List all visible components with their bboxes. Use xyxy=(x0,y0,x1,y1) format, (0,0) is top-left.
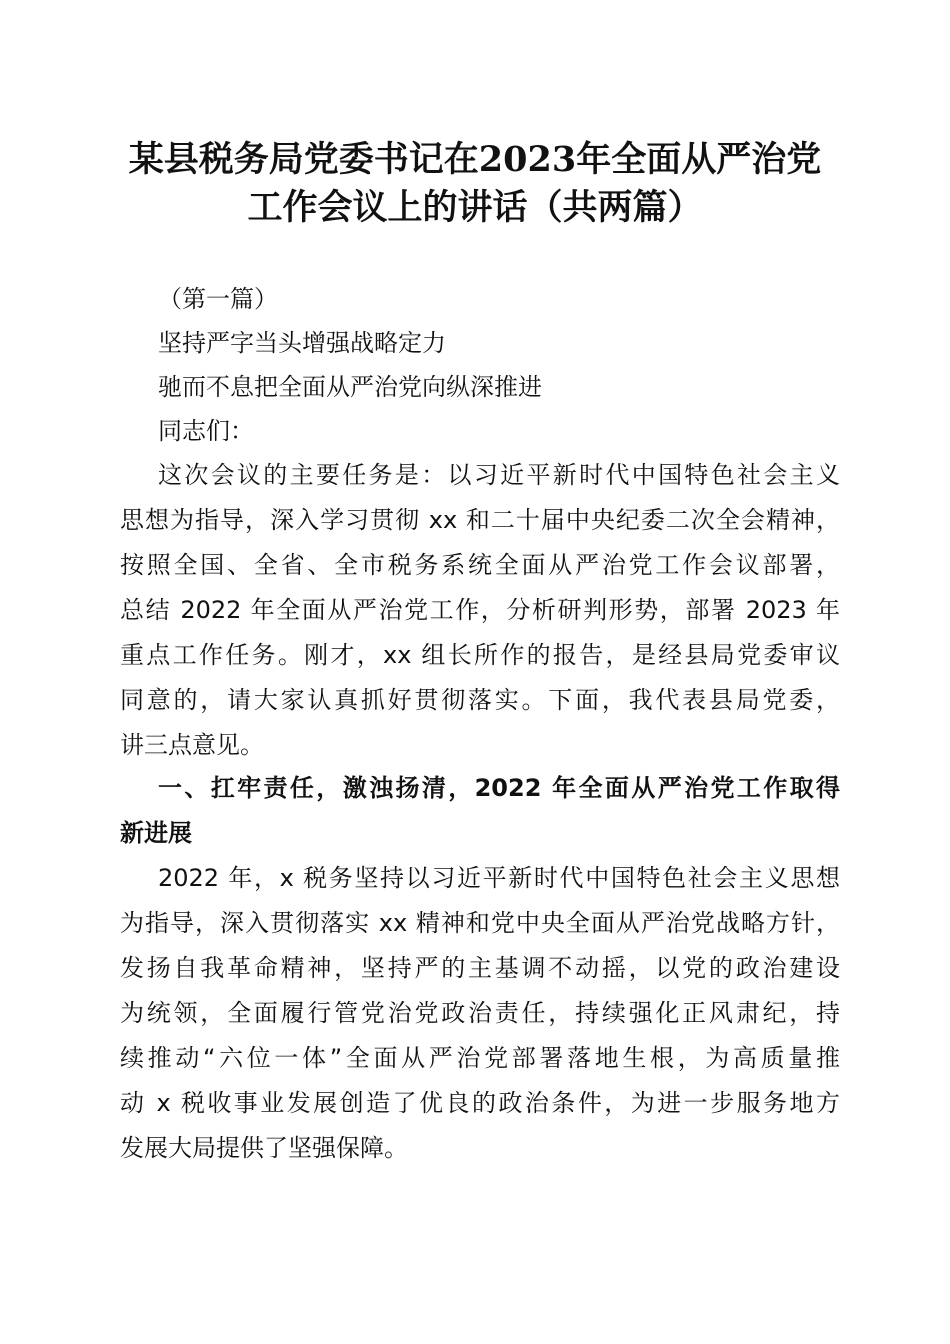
paragraph-2-line: 动 x 税收事业发展创造了优良的政治条件，为进一步服务地方 xyxy=(120,1089,840,1117)
paragraph-1-line: 同意的，请大家认真抓好贯彻落实。下面，我代表县局党委， xyxy=(120,686,840,714)
paragraph-1-line: 按照全国、全省、全市税务系统全面从严治党工作会议部署， xyxy=(120,551,840,579)
paragraph-1-line: 总结 2022 年全面从严治党工作，分析研判形势，部署 2023 年 xyxy=(120,596,840,624)
document-title-line-1: 某县税务局党委书记在2023年全面从严治党 xyxy=(128,139,822,180)
paragraph-2-line: 为指导，深入贯彻落实 xx 精神和党中央全面从严治党战略方针， xyxy=(120,909,840,937)
document-title-line-2: 工作会议上的讲话（共两篇） xyxy=(247,187,703,228)
paragraph-2-line: 发扬自我革命精神，坚持严的主基调不动摇，以党的政治建设 xyxy=(120,954,840,982)
paragraph-2-line: 续推动“六位一体”全面从严治党部署落地生根，为高质量推 xyxy=(120,1044,840,1072)
paragraph-1-line: 思想为指导，深入学习贯彻 xx 和二十届中央纪委二次全会精神， xyxy=(120,506,840,534)
subtitle-line-1: 坚持严字当头增强战略定力 xyxy=(158,329,446,357)
paragraph-1-line: 重点工作任务。刚才，xx 组长所作的报告，是经县局党委审议 xyxy=(120,641,840,669)
section-heading-line-1: 一、扛牢责任，激浊扬清，2022 年全面从严治党工作取得 xyxy=(158,774,840,802)
salutation: 同志们： xyxy=(158,417,254,445)
paragraph-2-line: 2022 年，x 税务坚持以习近平新时代中国特色社会主义思想 xyxy=(158,864,840,892)
paragraph-2-line: 发展大局提供了坚强保障。 xyxy=(120,1134,408,1162)
paragraph-1-line: 讲三点意见。 xyxy=(120,731,264,759)
subtitle-line-2: 驰而不息把全面从严治党向纵深推进 xyxy=(158,373,542,401)
part-label: （第一篇） xyxy=(158,285,278,313)
section-heading-line-2: 新进展 xyxy=(120,819,192,847)
paragraph-2-line: 为统领，全面履行管党治党政治责任，持续强化正风肃纪，持 xyxy=(120,999,840,1027)
paragraph-1-line: 这次会议的主要任务是：以习近平新时代中国特色社会主义 xyxy=(158,461,840,489)
